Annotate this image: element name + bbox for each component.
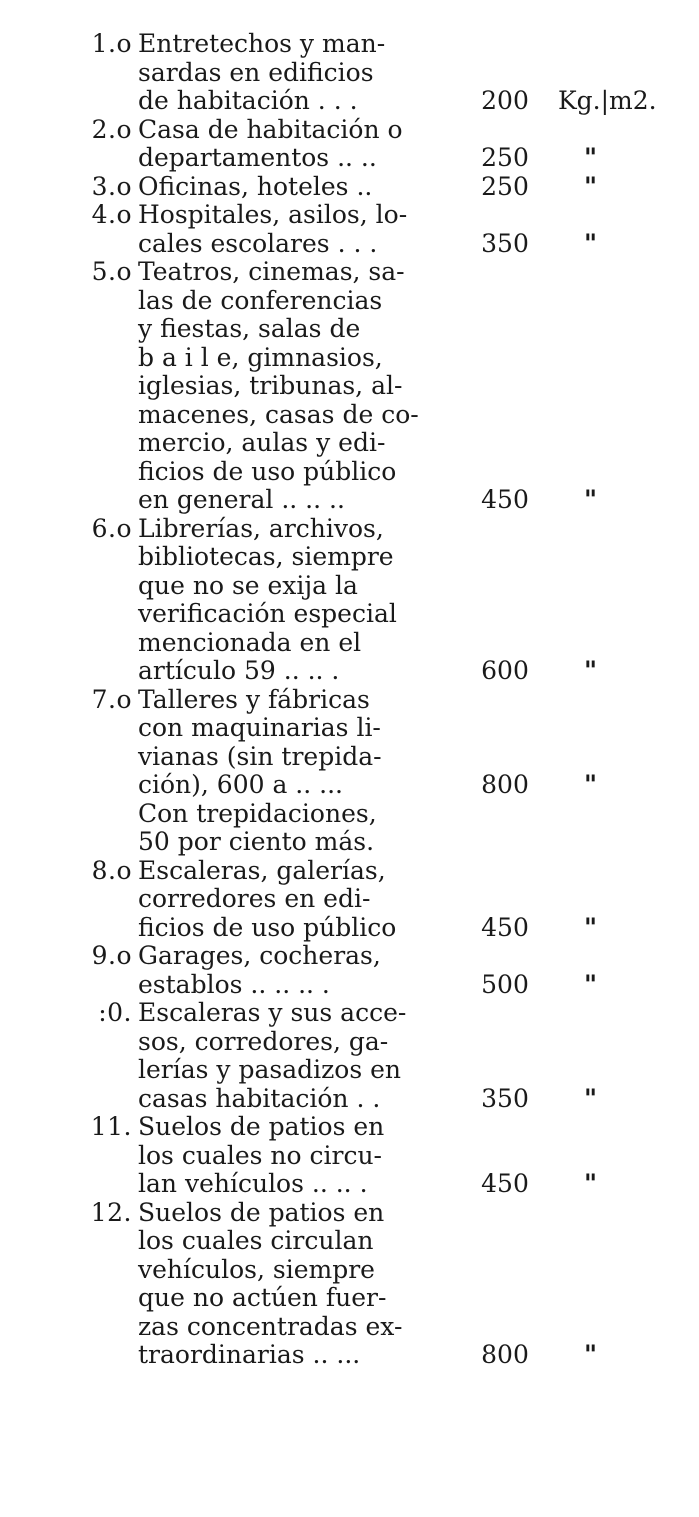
- entry-line: [0, 714, 699, 743]
- load-entry: [0, 258, 699, 515]
- load-entry: [0, 116, 699, 173]
- entry-text: sos, corredores, ga-: [138, 1026, 389, 1056]
- entry-line: [0, 942, 699, 971]
- entry-number: 8.o: [91, 855, 132, 885]
- entry-line: [0, 1028, 699, 1057]
- entry-text: Oficinas, hoteles ..: [138, 171, 373, 201]
- entry-line: [0, 1256, 699, 1285]
- entry-line: [0, 914, 699, 943]
- entry-text: ficios de uso público: [138, 456, 397, 486]
- load-entry: [0, 201, 699, 258]
- entry-line: [0, 287, 699, 316]
- entry-text: artículo 59 .. .. .: [138, 656, 340, 685]
- ditto-mark: ": [584, 228, 598, 258]
- entry-line: [0, 857, 699, 886]
- load-entry: [0, 999, 699, 1113]
- entry-line: [0, 771, 699, 800]
- entry-line: [0, 1142, 699, 1171]
- entry-line: [0, 344, 699, 373]
- entry-text: verificación especial: [138, 599, 397, 628]
- entry-line: [0, 230, 699, 259]
- entry-line: [0, 429, 699, 458]
- entry-line: [0, 999, 699, 1028]
- ditto-mark: ": [584, 912, 598, 942]
- entry-text: las de conferencias: [138, 285, 383, 315]
- entry-text: Escaleras y sus acce-: [138, 998, 407, 1027]
- entry-number: 6.o: [91, 513, 132, 543]
- entry-line: [0, 572, 699, 601]
- entry-text: vehículos, siempre: [138, 1254, 375, 1284]
- load-value: 350: [481, 228, 529, 258]
- load-table: [0, 30, 699, 1370]
- ditto-mark: ": [584, 171, 598, 201]
- load-value: 800: [481, 770, 529, 799]
- entry-line: [0, 1227, 699, 1256]
- load-value: 600: [481, 656, 529, 685]
- entry-text: que no se exija la: [138, 570, 358, 600]
- entry-text: Talleres y fábricas: [138, 684, 370, 714]
- entry-number: 5.o: [91, 257, 132, 286]
- load-value: 250: [481, 143, 529, 172]
- entry-text: departamentos .. ..: [138, 143, 377, 172]
- entry-line: [0, 515, 699, 544]
- load-unit: Kg.|m2.: [558, 86, 657, 115]
- ditto-mark: ": [584, 770, 598, 799]
- entry-line: [0, 1284, 699, 1313]
- entry-text: los cuales circulan: [138, 1226, 374, 1255]
- entry-line: [0, 1085, 699, 1114]
- entry-line: [0, 30, 699, 59]
- entry-text: macenes, casas de co-: [138, 399, 419, 429]
- entry-line: [0, 657, 699, 686]
- entry-line: [0, 173, 699, 202]
- entry-text: lan vehículos .. .. .: [138, 1169, 368, 1198]
- entry-text: 50 por ciento más.: [138, 827, 375, 856]
- entry-line: [0, 600, 699, 629]
- entry-line: [0, 401, 699, 430]
- entry-line: [0, 1056, 699, 1085]
- ditto-mark: ": [584, 1169, 598, 1198]
- entry-line: [0, 144, 699, 173]
- entry-line: [0, 686, 699, 715]
- entry-line: [0, 743, 699, 772]
- entry-text: Hospitales, asilos, lo-: [138, 200, 408, 229]
- load-value: 450: [481, 1169, 529, 1198]
- entry-line: [0, 629, 699, 658]
- entry-line: [0, 87, 699, 116]
- load-entry: [0, 1113, 699, 1199]
- ditto-mark: ": [584, 1083, 598, 1113]
- load-entry: [0, 942, 699, 999]
- entry-text: sardas en edificios: [138, 57, 374, 87]
- entry-text: Garages, cocheras,: [138, 941, 381, 970]
- entry-text: casas habitación . .: [138, 1083, 381, 1113]
- entry-line: [0, 258, 699, 287]
- entry-text: los cuales no circu-: [138, 1140, 382, 1170]
- entry-text: Suelos de patios en: [138, 1112, 385, 1141]
- entry-text: Entretechos y man-: [138, 29, 386, 58]
- load-entry: [0, 515, 699, 686]
- entry-number: 1.o: [91, 29, 132, 58]
- entry-text: mercio, aulas y edi-: [138, 428, 386, 457]
- entry-text: y fiestas, salas de: [138, 314, 361, 343]
- entry-text: Escaleras, galerías,: [138, 855, 386, 885]
- entry-text: zas concentradas ex-: [138, 1311, 403, 1341]
- load-entry: [0, 686, 699, 857]
- entry-line: [0, 1199, 699, 1228]
- load-value: 350: [481, 1083, 529, 1113]
- entry-number: 12.: [90, 1197, 132, 1227]
- entry-text: mencionada en el: [138, 627, 362, 657]
- entry-text: bibliotecas, siempre: [138, 542, 394, 571]
- load-entry: [0, 857, 699, 943]
- entry-line: [0, 885, 699, 914]
- ditto-mark: ": [584, 969, 598, 999]
- entry-text: cales escolares . . .: [138, 228, 378, 258]
- entry-number: 4.o: [91, 200, 132, 229]
- ditto-mark: ": [584, 485, 598, 514]
- entry-text: corredores en edi-: [138, 884, 371, 913]
- load-value: 200: [481, 86, 529, 115]
- entry-text: establos .. .. .. .: [138, 969, 330, 999]
- entry-text: ción), 600 a .. ...: [138, 770, 343, 799]
- entry-number: 3.o: [91, 171, 132, 201]
- entry-number: 11.: [90, 1112, 132, 1141]
- entry-line: [0, 201, 699, 230]
- load-value: 500: [481, 969, 529, 999]
- entry-number: 9.o: [91, 941, 132, 970]
- entry-text: traordinarias .. ...: [138, 1340, 361, 1369]
- entry-line: [0, 1313, 699, 1342]
- entry-line: [0, 486, 699, 515]
- entry-line: [0, 1170, 699, 1199]
- load-value: 800: [481, 1340, 529, 1369]
- load-entry: [0, 173, 699, 202]
- load-value: 450: [481, 485, 529, 514]
- entry-text: vianas (sin trepida-: [138, 741, 382, 771]
- entry-line: [0, 800, 699, 829]
- entry-text: Librerías, archivos,: [138, 513, 384, 543]
- entry-text: iglesias, tribunas, al-: [138, 371, 403, 400]
- entry-text: Con trepidaciones,: [138, 798, 377, 828]
- entry-line: [0, 543, 699, 572]
- entry-text: Suelos de patios en: [138, 1197, 385, 1227]
- entry-text: Casa de habitación o: [138, 114, 403, 144]
- entry-text: ficios de uso público: [138, 912, 397, 942]
- entry-line: [0, 1113, 699, 1142]
- entry-line: [0, 315, 699, 344]
- entry-number: :0.: [98, 998, 132, 1027]
- ditto-mark: ": [584, 143, 598, 172]
- load-value: 450: [481, 912, 529, 942]
- load-entry: [0, 1199, 699, 1370]
- entry-number: 7.o: [91, 684, 132, 714]
- entry-number: 2.o: [91, 114, 132, 144]
- load-entry: [0, 30, 699, 116]
- entry-line: [0, 1341, 699, 1370]
- entry-text: b a i l e, gimnasios,: [138, 342, 383, 372]
- entry-text: en general .. .. ..: [138, 485, 345, 514]
- entry-line: [0, 971, 699, 1000]
- ditto-mark: ": [584, 656, 598, 685]
- entry-text: que no actúen fuer-: [138, 1283, 387, 1312]
- entry-text: Teatros, cinemas, sa-: [138, 257, 405, 286]
- entry-line: [0, 828, 699, 857]
- entry-line: [0, 59, 699, 88]
- load-value: 250: [481, 171, 529, 201]
- entry-line: [0, 458, 699, 487]
- ditto-mark: ": [584, 1340, 598, 1369]
- entry-line: [0, 116, 699, 145]
- entry-text: lerías y pasadizos en: [138, 1055, 402, 1084]
- entry-text: de habitación . . .: [138, 86, 358, 115]
- entry-line: [0, 372, 699, 401]
- entry-text: con maquinarias li-: [138, 713, 381, 742]
